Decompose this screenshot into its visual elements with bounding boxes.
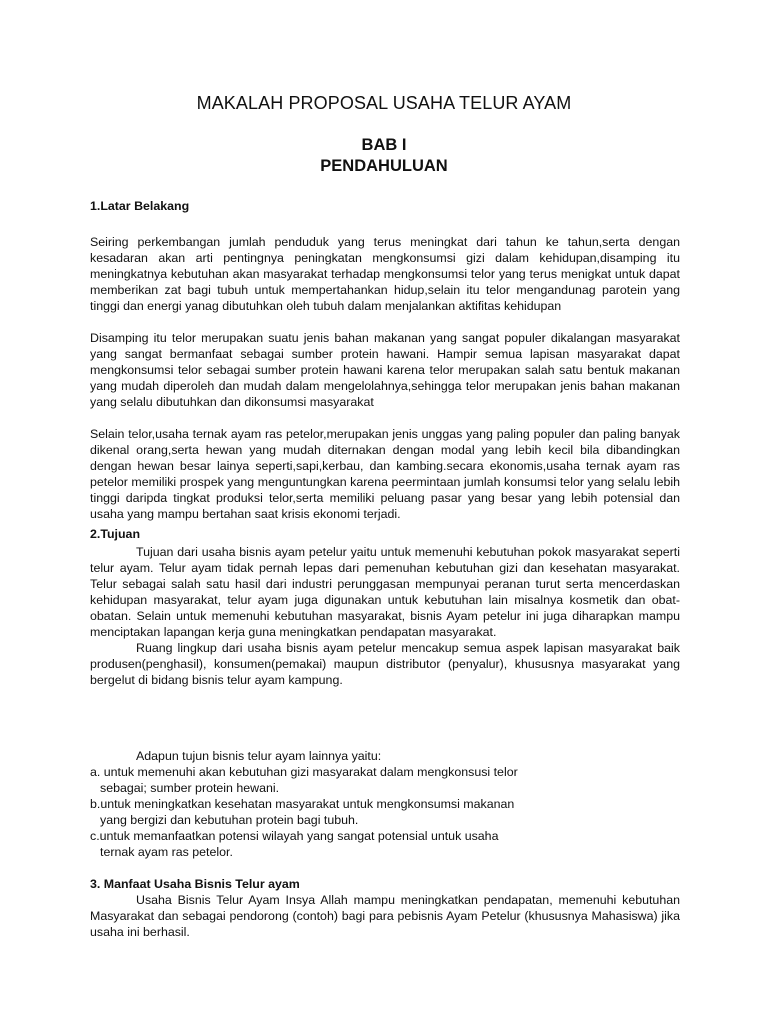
document-title: MAKALAH PROPOSAL USAHA TELUR AYAM (196, 93, 572, 113)
list-item: b.untuk meningkatkan kesehatan masyarakat untuk mengkonsumsi makanan yang bergizi dan kebutuhan protein bagi tubuh. (90, 797, 515, 827)
chapter-number: BAB I (361, 136, 407, 154)
paragraph: Usaha Bisnis Telur Ayam Insya Allah mampu meningkatkan pendapatan, memenuhi kebutuhan Masyarakat dan sebagai pendorong (contoh) bagi para pebisnis Ayam Petelur (khususnya Mahasiswa) jika usaha ini berhasil. (90, 893, 680, 939)
paragraph: Tujuan dari usaha bisnis ayam petelur yaitu untuk memenuhi kebutuhan pokok masyarakat seperti telur ayam. Telur ayam tidak pernah lepas dari pemenuhan kebutuhan gizi dan kesehatan masyarakat. Telur sebagai salah satu hasil dari industri perunggasan mempunyai peranan turut serta mencerdaskan kehidupan masyarakat, telur ayam juga digunakan untuk kebutuhan lain misalnya kosmetik dan obat-obatan. Selain untuk memenuhi kebutuhan masyarakat, bisnis Ayam petelur ini juga diharapkan mampu menciptakan lapangan kerja guna meningkatkan pendapatan masyarakat. (90, 545, 680, 639)
paragraph: Seiring perkembangan jumlah penduduk yang terus meningkat dari tahun ke tahun,serta dengan kesadaran akan arti pentingnya peningkatan mengkonsumsi gizi dalam kehidupan,disamping itu meningkatnya kebutuhan akan masyarakat terhadap mengkonsumsi telor yang terus menigkat untuk dapat memberikan zat bagi tubuh untuk mempertahankan hidup,selain itu telor mengandunag parotein yang tinggi dan energi yanag dibutuhkan oleh tubuh dalam menjalankan aktifitas kehidupan (90, 235, 680, 313)
objective-list (90, 764, 680, 860)
chapter-name: PENDAHULUAN (320, 157, 448, 175)
list-item: a. untuk memenuhi akan kebutuhan gizi masyarakat dalam mengkonsusi telor sebagai; sumber protein hewani. (90, 765, 518, 795)
paragraph: Selain telor,usaha ternak ayam ras petelor,merupakan jenis unggas yang paling populer dan paling banyak dikenal orang,serta hewan yang mudah diternakan dengan modal yang lebih kecil bila dibandingkan dengan hewan besar lainya seperti,sapi,kerbau, dan kambing.secara ekonomis,usaha ternak ayam ras petelor memiliki prospek yang menguntungkan karena peermintaan jumlah konsumsi telor yang selalu lebih tinggi daripda tingkat produksi telor,serta memiliki peluang pasar yang besar yang lebih potensial dan usaha yang mampu bertahan saat krisis ekonomi terjadi. (90, 427, 680, 521)
document-body (90, 198, 680, 940)
section-heading-tujuan: 2.Tujuan (90, 527, 141, 541)
list-item: c.untuk memanfaatkan potensi wilayah yang sangat potensial untuk usaha ternak ayam ras petelor. (90, 829, 499, 859)
paragraph: Disamping itu telor merupakan suatu jenis bahan makanan yang sangat populer dikalangan masyarakat yang sangat bermanfaat sebagai sumber protein hawani. Hampir semua lapisan masyarakat dapat mengkonsumsi telor sebagai sumber protein hawani karena telor merupakan salah satu bentuk makanan yang mudah diperoleh dan mudah dalam mengelolahnya,sehingga telor merupakan jenis bahan makanan yang selalu dibutuhkan dan dikonsumsi masyarakat (90, 331, 680, 409)
section-heading-latar-belakang: 1.Latar Belakang (90, 199, 190, 213)
section-heading-manfaat: 3. Manfaat Usaha Bisnis Telur ayam (90, 877, 300, 891)
list-intro: Adapun tujun bisnis telur ayam lainnya yaitu: (136, 749, 382, 763)
paragraph: Ruang lingkup dari usaha bisnis ayam petelur mencakup semua aspek lapisan masyarakat baik produsen(penghasil), konsumen(pemakai) maupun distributor (penyalur), khususnya masyarakat yang bergelut di bidang bisnis telur ayam kampung. (90, 641, 680, 687)
chapter-heading (0, 135, 768, 177)
